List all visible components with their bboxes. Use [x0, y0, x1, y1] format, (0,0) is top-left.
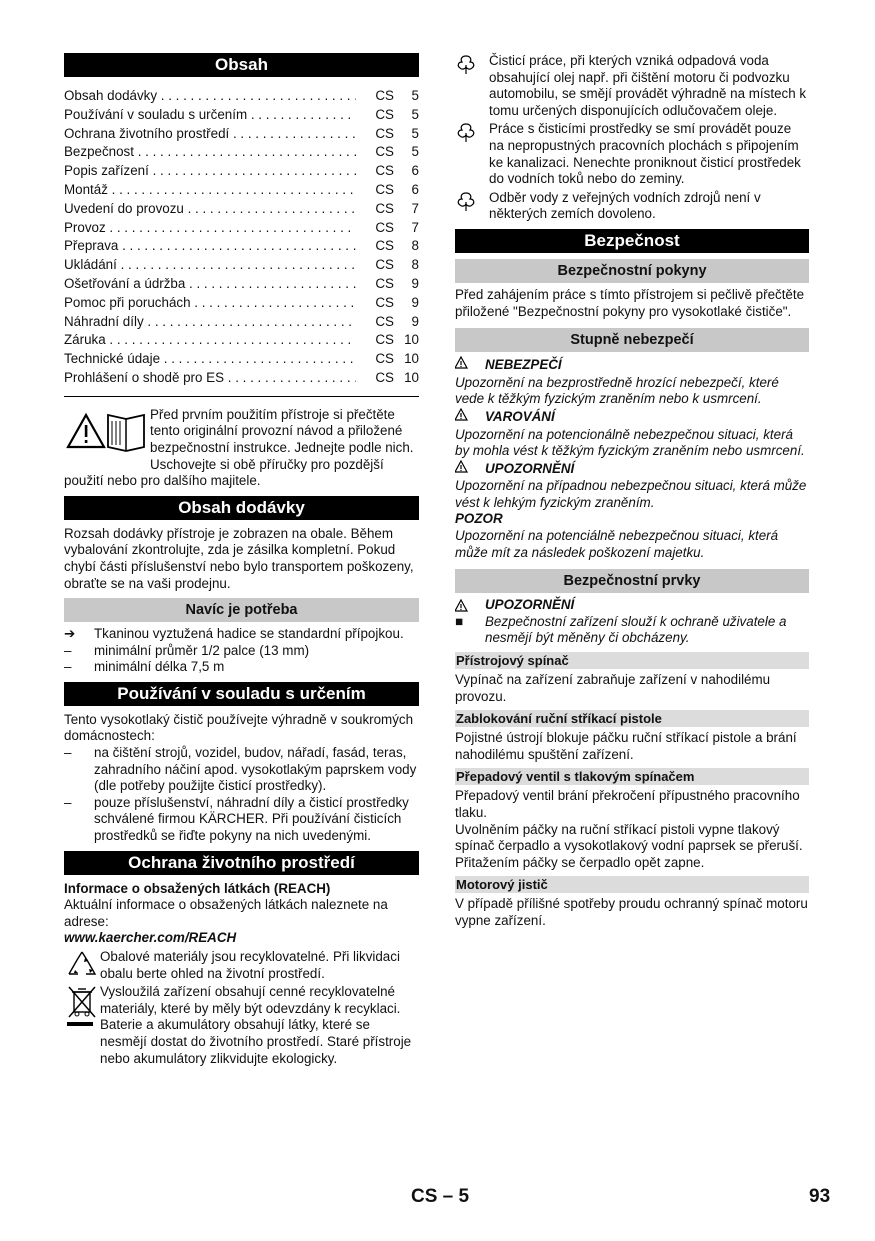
intro-warning — [64, 407, 419, 490]
toc-row — [64, 106, 419, 125]
env-item-text: Odběr vody z veřejných vodních zdrojů není v některých zemích dovoleno. — [489, 189, 761, 222]
reach-title: Informace o obsažených látkách (REACH) — [64, 880, 331, 896]
danger-levels — [455, 356, 809, 511]
list-item — [64, 745, 419, 795]
weee-text: Vysloužilá zařízení obsahují cenné recyklovatelné materiály, které by měly být odevzdány k recyklaci. Baterie a akumulátory obsahují látky, které se nesmějí dostat do životního prostředí. Staré přístroje nebo akumulátory zlikvidujte ekologicky. — [100, 984, 412, 1066]
toc-lang: CS — [375, 88, 394, 103]
list-item — [64, 643, 419, 660]
toc-row — [64, 125, 419, 144]
toc-row — [64, 87, 419, 106]
devices-note — [455, 614, 809, 647]
toc-lang: CS — [375, 313, 394, 329]
list-text: minimální průměr 1/2 palce (13 mm) — [94, 642, 310, 658]
danger-level-label: VAROVÁNÍ — [485, 408, 555, 424]
toc-page: 5 — [411, 88, 419, 103]
toc-title: Prohlášení o shodě pro ES . . . — [64, 369, 356, 388]
safety-device-title: Zablokování ruční stříkací pistole — [455, 710, 809, 727]
toc-lang: CS — [375, 181, 394, 197]
toc-title: Technické údaje . . . — [64, 350, 356, 369]
square-bullet-icon: ■ — [455, 613, 464, 629]
footer-page-number: 93 — [809, 1186, 831, 1207]
toc-title: Náhradní díly . . . — [64, 313, 356, 332]
toc-lang: CS — [375, 144, 394, 160]
environment-icon — [455, 53, 489, 119]
toc-title: Popis zařízení . . . — [64, 162, 356, 181]
danger-level-text: Upozornění na případnou nebezpečnou situaci, která může vést k lehkým fyzickým zraněním. — [455, 478, 807, 510]
toc-title: Provoz . . . — [64, 219, 356, 238]
danger-level-label-row — [455, 408, 809, 427]
toc-title: Ochrana životního prostředí . . . — [64, 125, 356, 144]
right-column — [455, 53, 809, 930]
needed-heading: Navíc je potřeba — [64, 598, 419, 622]
use-text: Tento vysokotlaký čistič používejte výhradně v soukromých domácnostech: — [64, 711, 414, 744]
crossed-bin-icon — [64, 984, 100, 1030]
danger-level-text: Upozornění na bezprostředně hrozící nebezpečí, které vede k těžkým fyzickým zraněním nebo k usmrcení. — [455, 374, 779, 407]
toc-row — [64, 162, 419, 181]
danger-level-text: Upozornění na potencionálně nebezpečnou situaci, která by mohla vést k těžkým fyzickým zraněním nebo usmrcení. — [455, 426, 805, 459]
toc-lang: CS — [375, 351, 394, 367]
toc-title: Používání v souladu s určením . . . — [64, 106, 356, 125]
env-item-text: Práce s čisticími prostředky se smí provádět pouze na nepropustných pracovních plochách s připojením ke kanalizaci. Nenechte proniknout čisticí prostředek do vodních toků nebo do zeminy. — [489, 121, 801, 187]
safety-device-title: Přístrojový spínač — [455, 652, 809, 669]
table-of-contents — [64, 87, 419, 388]
left-column — [64, 53, 419, 1069]
toc-title: Obsah dodávky . . . — [64, 87, 356, 106]
toc-row — [64, 200, 419, 219]
safety-device-title: Motorový jistič — [455, 876, 809, 893]
list-text: Tkaninou vyztužená hadice se standardní přípojkou. — [94, 626, 404, 642]
toc-page: 5 — [411, 125, 419, 141]
scope-text: Rozsah dodávky přístroje je zobrazen na obale. Během vybalování zkontrolujte, zda je zásilka kompletní. Pokud chybí části příslušenství nebo bylo transportem poškozeny, obraťte se na vaši prodejnu. — [64, 525, 414, 591]
env-item-text: Čisticí práce, při kterých vzniká odpadová voda obsahující olej např. při čištění motoru či podvozku automobilu, se smějí provádět výhradně na místech k tomu určených disponujících odlučovačem oleje. — [489, 53, 807, 118]
pozor-label: POZOR — [455, 511, 503, 527]
toc-lang: CS — [375, 163, 394, 179]
danger-level-label-row — [455, 460, 809, 479]
toc-lang: CS — [375, 257, 394, 273]
toc-lang: CS — [375, 369, 394, 385]
recycle-icon — [64, 949, 100, 981]
use-list — [64, 745, 419, 845]
danger-level-label: NEBEZPEČÍ — [485, 357, 562, 373]
warning-triangle-icon — [455, 460, 485, 479]
devices-caution-label: UPOZORNĚNÍ — [485, 597, 575, 613]
toc-page: 7 — [411, 219, 419, 235]
warning-triangle-icon — [455, 408, 485, 427]
toc-heading: Obsah — [64, 53, 419, 77]
env-item — [455, 190, 809, 223]
list-item — [64, 659, 419, 676]
warning-manual-icon — [64, 407, 148, 457]
toc-lang: CS — [375, 125, 394, 141]
toc-page: 6 — [411, 181, 419, 197]
scope-heading: Obsah dodávky — [64, 496, 419, 520]
toc-lang: CS — [375, 238, 394, 254]
environment-icon — [455, 190, 489, 223]
safety-notes-text: Před zahájením práce s tímto přístrojem si pečlivě přečtěte přiložené "Bezpečnostní pokyny pro vysokotlaké čističe". — [455, 286, 805, 319]
toc-title: Přeprava . . . — [64, 237, 356, 256]
toc-page: 6 — [411, 163, 419, 179]
toc-row — [64, 350, 419, 369]
recycle-note — [64, 949, 419, 982]
toc-lang: CS — [375, 275, 394, 291]
toc-lang: CS — [375, 294, 394, 310]
env-item — [455, 121, 809, 187]
safety-device-text: Přepadový ventil brání překročení přípustného pracovního tlaku. Uvolněním páčky na ruční stříkací pistoli vypne tlakový spínač čerpadlo a vysokotlakový vodní paprsek se přeruší. Přitažením páčky se čerpadlo opět zapne. — [455, 788, 803, 870]
toc-page: 5 — [411, 144, 419, 160]
reach-url: www.kaercher.com/REACH — [64, 930, 237, 946]
toc-title: Záruka . . . — [64, 331, 356, 350]
toc-row — [64, 275, 419, 294]
toc-row — [64, 143, 419, 162]
warning-triangle-icon — [455, 356, 485, 375]
toc-page: 10 — [404, 332, 419, 348]
list-item — [64, 795, 419, 845]
toc-page: 10 — [404, 351, 419, 367]
toc-row — [64, 219, 419, 238]
toc-title: Uvedení do provozu . . . — [64, 200, 356, 219]
toc-page: 9 — [411, 294, 419, 310]
list-marker: – — [64, 745, 72, 761]
env-items — [455, 53, 809, 223]
toc-lang: CS — [375, 106, 394, 122]
pozor-text: Upozornění na potenciálně nebezpečnou situaci, která může mít za následek poškození majetku. — [455, 528, 779, 560]
toc-page: 8 — [411, 257, 419, 273]
toc-title: Ukládání . . . — [64, 256, 356, 275]
toc-divider — [64, 396, 419, 397]
toc-row — [64, 237, 419, 256]
toc-lang: CS — [375, 332, 394, 348]
env-item — [455, 53, 809, 119]
safety-device-title: Přepadový ventil s tlakovým spínačem — [455, 768, 809, 785]
toc-page: 5 — [411, 106, 419, 122]
toc-page: 10 — [404, 369, 419, 385]
safety-notes-heading: Bezpečnostní pokyny — [455, 259, 809, 283]
safety-device-text: V případě přílišné spotřeby proudu ochranný spínač motoru vypne zařízení. — [455, 896, 808, 928]
safety-devices-heading: Bezpečnostní prvky — [455, 569, 809, 593]
safety-device-text: Vypínač na zařízení zabraňuje zařízení v nahodilému provozu. — [455, 672, 771, 704]
list-text: pouze příslušenství, náhradní díly a čisticí prostředky schválené firmou KÄRCHER. Při používání čisticích prostředků se řiďte pokyny na nich uvedenými. — [94, 794, 409, 844]
weee-note — [64, 984, 419, 1067]
danger-level-label: UPOZORNĚNÍ — [485, 460, 575, 476]
warning-triangle-icon — [455, 599, 485, 613]
safety-heading: Bezpečnost — [455, 229, 809, 253]
safety-device-text: Pojistné ústrojí blokuje páčku ruční stříkací pistole a brání nahodilému spuštění zařízení. — [455, 730, 797, 762]
list-marker: – — [64, 794, 72, 810]
reach-text: Aktuální informace o obsažených látkách naleznete na adrese: — [64, 897, 388, 929]
toc-title: Pomoc při poruchách . . . — [64, 294, 356, 313]
danger-levels-heading: Stupně nebezpečí — [455, 328, 809, 352]
toc-title: Montáž . . . — [64, 181, 356, 200]
danger-level-label-row — [455, 356, 809, 375]
toc-page: 9 — [411, 275, 419, 291]
toc-row — [64, 181, 419, 200]
list-text: na čištění strojů, vozidel, budov, nářadí, fasád, teras, zahradního náčiní apod. vysokotlakým paprskem vody (dle potřeby použijte čisticí prostředky). — [94, 745, 417, 794]
recycle-text: Obalové materiály jsou recyklovatelné. Při likvidaci obalu berte ohled na životní prostředí. — [100, 949, 400, 981]
environment-icon — [455, 121, 489, 187]
list-text: minimální délka 7,5 m — [94, 659, 225, 675]
toc-row — [64, 294, 419, 313]
toc-lang: CS — [375, 200, 394, 216]
toc-row — [64, 331, 419, 350]
toc-lang: CS — [375, 219, 394, 235]
list-item — [64, 626, 419, 643]
list-marker: ➔ — [64, 626, 76, 642]
needed-list — [64, 626, 419, 676]
use-heading: Používání v souladu s určením — [64, 682, 419, 706]
toc-page: 7 — [411, 200, 419, 216]
toc-title: Ošetřování a údržba . . . — [64, 275, 356, 294]
toc-row — [64, 369, 419, 388]
toc-page: 9 — [411, 313, 419, 329]
devices-note-text: Bezpečnostní zařízení slouží k ochraně uživatele a nesmějí být měněny či obcházeny. — [485, 613, 787, 646]
toc-row — [64, 256, 419, 275]
toc-title: Bezpečnost . . . — [64, 143, 356, 162]
env-heading: Ochrana životního prostředí — [64, 851, 419, 875]
list-marker: – — [64, 642, 72, 658]
toc-row — [64, 313, 419, 332]
list-marker: – — [64, 659, 72, 675]
footer-section: CS – 5 — [411, 1186, 470, 1207]
toc-page: 8 — [411, 238, 419, 254]
intro-warning-text: Před prvním použitím přístroje si přečtěte tento originální provozní návod a přiložené bezpečnostní instrukce. Jednejte podle nich. Uschovejte si obě příručky pro pozdější použití nebo pro dalšího majitele. — [64, 406, 414, 489]
devices-caution — [455, 597, 809, 614]
safety-devices — [455, 652, 809, 930]
